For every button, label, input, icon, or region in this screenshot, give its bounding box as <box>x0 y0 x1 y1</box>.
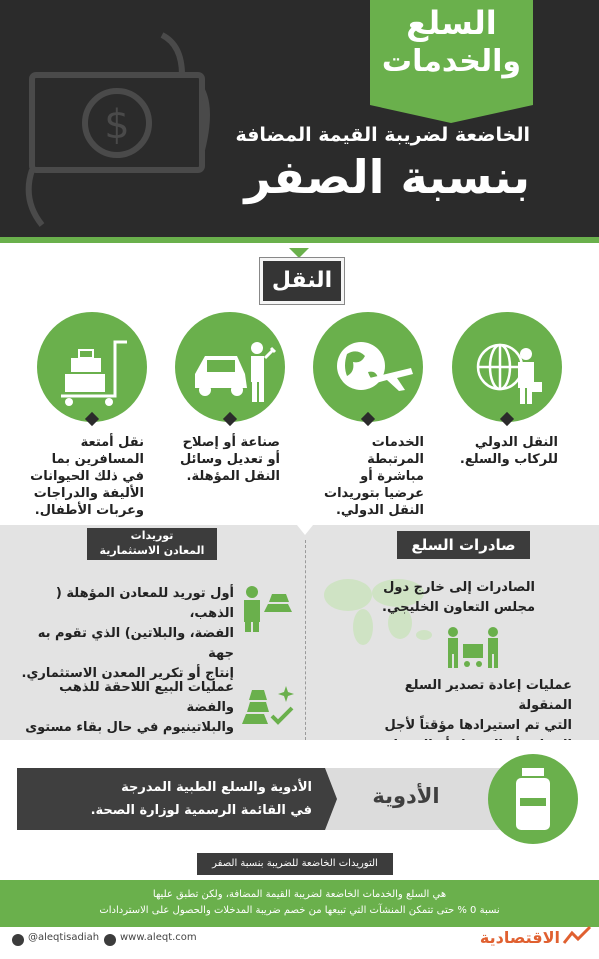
footnote-label: التوريدات الخاضعة للضريبة بنسبة الصفر <box>195 851 395 877</box>
exports-text-1-line-1: الصادرات إلى خارج دول <box>383 580 535 595</box>
car-mechanic-icon <box>175 312 285 422</box>
cart-workers-icon <box>445 626 503 670</box>
twitter-handle[interactable]: @aleqtisadiah <box>28 932 100 943</box>
medicine-label: الأدوية <box>372 784 440 808</box>
logo-chart-icon <box>562 925 592 947</box>
title-flag-notch <box>370 105 533 123</box>
metals-text-1-line-2: الفضة، والبلاتين) الذي تقوم به جهة <box>37 626 234 661</box>
footnote-line-2: نسبة 0 % حتى تتمكن المنشآت التي تبيعها من خصم ضريبة المدخلات والحصول على الاستردادات <box>99 905 500 916</box>
exports-text-1 <box>330 578 535 618</box>
luggage-cart-icon <box>37 312 147 422</box>
footnote-text <box>10 887 589 919</box>
medicine-bottle-icon <box>488 754 578 844</box>
transport-caption-4: نقل أمتعة المسافرين بما في ذلك الحيوانات الأليفة والدراجات وعربات الأطفال. <box>30 435 144 518</box>
medicine-text-line-1: الأدوية والسلع الطبية المدرجة <box>121 780 312 795</box>
exports-text-2-line-1: عمليات إعادة تصدير السلع المنقولة <box>404 678 572 713</box>
transport-circle-1 <box>452 312 562 422</box>
twitter-icon <box>12 934 24 946</box>
svg-text:$: $ <box>104 102 130 148</box>
subtitle: الخاضعة لضريبة القيمة المضافة <box>235 124 530 146</box>
footnote-line-1: هي السلع والخدمات الخاضعة لضريبة القيمة المضافة، ولكن تطبق عليها <box>152 889 447 900</box>
dashed-divider <box>305 540 306 740</box>
transport-caption-1: النقل الدولي للركاب والسلع. <box>459 435 558 467</box>
page-title: بنسبة الصفر <box>244 150 530 204</box>
transport-circle-2 <box>313 312 423 422</box>
transport-caption-2: الخدمات المرتبطة مباشرة أو عرضيا بتوريدات النقل الدولي. <box>324 435 424 518</box>
exports-tag: صادرات السلع <box>397 531 530 559</box>
flag-line-2: والخدمات <box>381 44 522 79</box>
metals-tag-line-2: المعادن الاستثمارية <box>99 544 205 557</box>
exports-text-1-line-2: مجلس التعاون الخليجي. <box>382 600 535 615</box>
metals-text-2-line-1: عمليات البيع اللاحقة للذهب والفضة <box>59 680 234 715</box>
metals-text-1-line-1: أول توريد للمعادن المؤهلة ( الذهب، <box>55 586 234 621</box>
medicine-text <box>30 776 312 822</box>
gold-bars-check-icon <box>242 684 296 728</box>
metals-text-1-line-3: إنتاج أو تكرير المعدن الاستثماري. <box>21 666 234 681</box>
exports-text-2-line-2: التي تم استيرادها مؤقتاً لأجل <box>384 718 572 733</box>
medicine-text-line-2: في القائمة الرسمية لوزارة الصحة. <box>90 803 312 818</box>
globe-businessman-icon <box>452 312 562 422</box>
airplane-globe-icon <box>313 312 423 422</box>
medicine-box-arrow <box>325 768 337 830</box>
transport-badge: النقل <box>260 258 344 304</box>
web-icon <box>104 934 116 946</box>
brand-logo: الاقتصادية <box>479 928 560 947</box>
metals-text-1 <box>16 584 234 684</box>
flag-line-1: السلع <box>406 4 497 42</box>
section-pointer <box>289 248 309 258</box>
metals-tag <box>87 528 217 560</box>
medicine-circle <box>488 754 578 844</box>
gold-bars-person-icon <box>240 584 296 632</box>
transport-circle-3 <box>175 312 285 422</box>
section-pointer-2 <box>297 525 313 535</box>
transport-circle-4 <box>37 312 147 422</box>
metals-tag-line-1: توريدات <box>130 529 174 542</box>
metals-text-2-line-2: والبلاتينيوم في حال بقاء مستوى <box>25 720 234 735</box>
transport-caption-3: صناعة أو إصلاح أو تعديل وسائل النقل المؤهلة. <box>179 435 280 484</box>
website-link[interactable]: www.aleqt.com <box>120 932 197 943</box>
